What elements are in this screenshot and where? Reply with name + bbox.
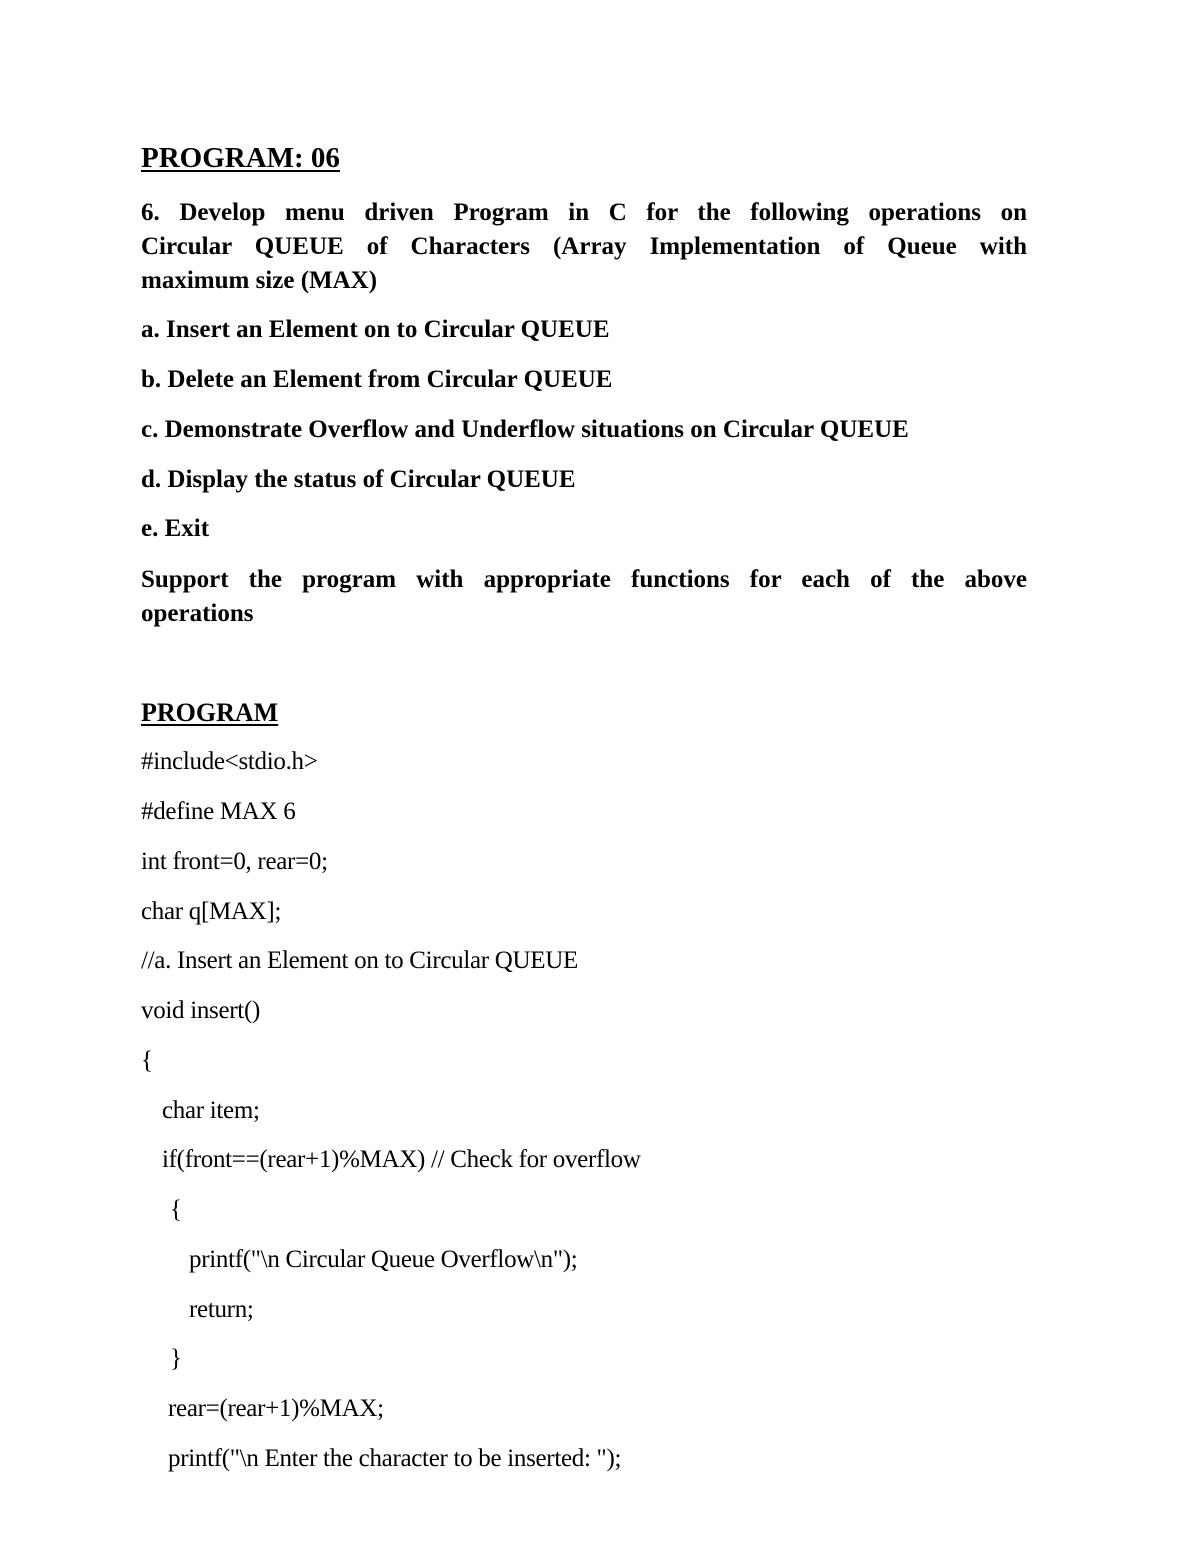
option-exit: e. Exit xyxy=(141,515,210,542)
code-line-overflow-check: if(front==(rear+1)%MAX) // Check for overflow xyxy=(162,1146,641,1173)
task-line-2: Circular QUEUE of Characters (Array Implementation of Queue with xyxy=(141,233,1027,260)
code-line-function: void insert() xyxy=(141,997,260,1024)
code-line-comment: //a. Insert an Element on to Circular QUEUE xyxy=(141,947,578,974)
code-line-array: char q[MAX]; xyxy=(141,898,282,925)
support-note xyxy=(141,563,1027,631)
code-line-include: #include<stdio.h> xyxy=(141,748,318,775)
option-delete: b. Delete an Element from Circular QUEUE xyxy=(141,366,613,393)
code-line-inner-close-brace: } xyxy=(170,1345,182,1372)
support-line-2: operations xyxy=(141,600,254,627)
code-line-rear-update: rear=(rear+1)%MAX; xyxy=(168,1395,384,1422)
program-title: PROGRAM: 06 xyxy=(141,142,340,174)
code-line-inner-open-brace: { xyxy=(170,1196,182,1223)
task-line-3: maximum size (MAX) xyxy=(141,267,378,294)
code-line-open-brace: { xyxy=(141,1047,153,1074)
code-line-enter-printf: printf("\n Enter the character to be inserted: "); xyxy=(168,1445,622,1472)
code-line-define: #define MAX 6 xyxy=(141,798,296,825)
code-line-overflow-printf: printf("\n Circular Queue Overflow\n"); xyxy=(189,1246,578,1273)
task-description xyxy=(141,196,1027,298)
code-line-front-rear: int front=0, rear=0; xyxy=(141,848,328,875)
task-line-1: 6. Develop menu driven Program in C for the following operations on xyxy=(141,199,1027,226)
code-line-return: return; xyxy=(189,1296,254,1323)
option-overflow-underflow: c. Demonstrate Overflow and Underflow situations on Circular QUEUE xyxy=(141,416,909,443)
support-line-1: Support the program with appropriate functions for each of the above xyxy=(141,566,1027,593)
code-line-item-decl: char item; xyxy=(162,1097,260,1124)
program-heading: PROGRAM xyxy=(141,698,279,727)
option-display: d. Display the status of Circular QUEUE xyxy=(141,466,576,493)
option-insert: a. Insert an Element on to Circular QUEUE xyxy=(141,316,610,343)
